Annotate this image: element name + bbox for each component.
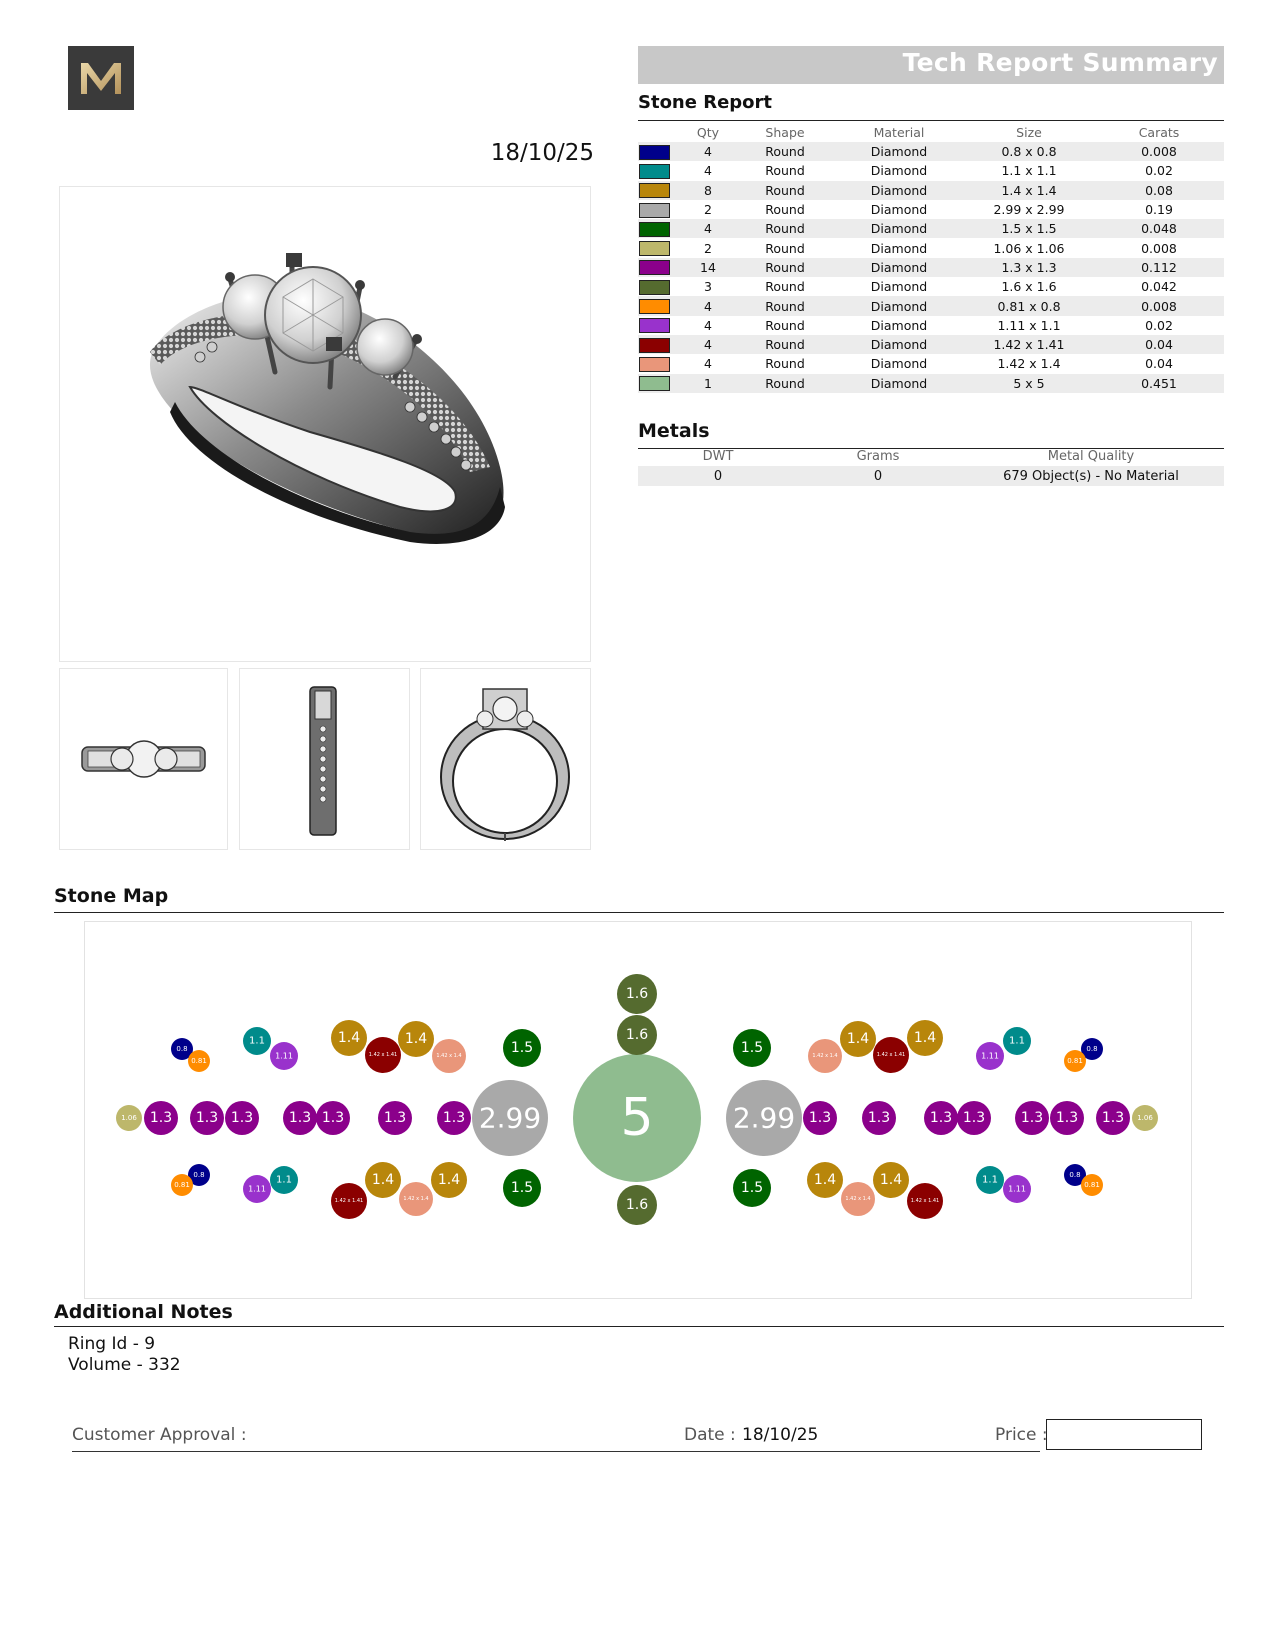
stone-row (638, 142, 1224, 161)
stone-map-label: 1.06 (121, 1114, 137, 1122)
stone-color-cell (638, 219, 680, 238)
stone-material: Diamond (834, 296, 964, 315)
stone-size: 1.3 x 1.3 (964, 258, 1094, 277)
stone-size: 1.42 x 1.41 (964, 335, 1094, 354)
stone-row (638, 181, 1224, 200)
report-title: Tech Report Summary (902, 48, 1218, 77)
stone-map-stone (976, 1042, 1004, 1070)
stone-row (638, 374, 1224, 393)
stone-map-label: 1.11 (275, 1051, 293, 1061)
column-header-material: Material (873, 125, 925, 140)
stone-map-stone (283, 1101, 317, 1135)
stone-map-stone (1050, 1101, 1084, 1135)
stone-map-stone (617, 1015, 657, 1055)
approval-date-label: Date : (684, 1425, 736, 1445)
stone-map-label: 1.3 (1020, 1110, 1044, 1126)
stone-shape: Round (765, 163, 805, 179)
stone-carats: 0.04 (1094, 335, 1224, 354)
stone-map-label: 1.5 (510, 1180, 534, 1196)
stone-map-stone (1064, 1050, 1086, 1072)
stone-color-swatch (639, 299, 670, 314)
stone-map-stone (378, 1101, 412, 1135)
stone-color-cell (638, 258, 680, 277)
stone-material: Diamond (870, 356, 928, 372)
stone-map-label: 1.6 (625, 986, 649, 1002)
stone-color-cell (638, 374, 680, 393)
stone-map-stone (316, 1101, 350, 1135)
stone-map-rule (54, 912, 1224, 913)
stone-row (638, 296, 1224, 315)
stone-qty: 14 (680, 258, 736, 277)
column-header-size: Size (1016, 125, 1042, 140)
stone-qty: 4 (680, 142, 736, 161)
stone-map-stone (873, 1162, 909, 1198)
stone-map-stone (907, 1183, 943, 1219)
stone-map-label: 5 (620, 1088, 654, 1148)
stone-map-label: 0.8 (193, 1171, 205, 1179)
stone-map-stone (841, 1182, 875, 1216)
stone-map-label: 1.11 (1008, 1184, 1026, 1194)
stone-map-label: 1.11 (981, 1051, 999, 1061)
stone-qty: 4 (680, 219, 736, 238)
stone-map-label: 1.3 (195, 1110, 219, 1126)
stone-map-stone (171, 1174, 193, 1196)
stone-map-label: 1.42 x 1.41 (876, 1052, 906, 1058)
stone-map-label: 1.4 (913, 1030, 937, 1046)
stone-shape: Round (765, 202, 805, 218)
stone-map-label: 1.3 (288, 1110, 312, 1126)
column-header-carats: Carats (1138, 125, 1180, 140)
stone-size: 2.99 x 2.99 (993, 202, 1065, 218)
stone-map-stone (1015, 1101, 1049, 1135)
stone-size: 1.6 x 1.6 (1001, 279, 1057, 295)
stone-qty: 2 (704, 240, 712, 256)
stone-size: 5 x 5 (964, 374, 1094, 393)
stone-color-swatch (639, 280, 670, 295)
stone-map-label: 1.3 (321, 1110, 345, 1126)
stone-color-swatch (639, 241, 670, 256)
stone-carats: 0.112 (1094, 258, 1224, 277)
stone-map-stone (733, 1029, 771, 1067)
stone-map-label: 1.42 x 1.4 (845, 1196, 871, 1202)
stone-map-label: 1.3 (929, 1110, 953, 1126)
stone-color-swatch (639, 164, 670, 179)
stone-color-cell (638, 316, 680, 335)
stone-map-label: 1.3 (442, 1110, 466, 1126)
stone-map-stone (873, 1037, 909, 1073)
stone-shape: Round (765, 317, 805, 333)
stone-map-stone (365, 1162, 401, 1198)
stone-carats: 0.451 (1094, 374, 1224, 393)
stone-map-title: Stone Map (54, 885, 169, 907)
stone-color-cell (638, 238, 680, 257)
stone-map-stone (617, 1185, 657, 1225)
stone-map-label: 0.81 (191, 1057, 207, 1065)
approval-signature-line[interactable] (72, 1451, 1040, 1452)
column-header-metal-quality: Metal Quality (1047, 449, 1135, 464)
stone-map-label: 1.6 (625, 1027, 649, 1043)
ring-top-view (59, 668, 228, 850)
stone-map-stone (144, 1101, 178, 1135)
stone-material: Diamond (870, 163, 928, 179)
stone-color-swatch (639, 145, 670, 160)
stone-row (638, 258, 1224, 277)
stone-map-label: 1.4 (404, 1031, 428, 1047)
stone-color-swatch (639, 357, 670, 372)
stone-map-label: 1.42 x 1.41 (368, 1052, 398, 1058)
stone-carats: 0.042 (1141, 279, 1177, 295)
stone-color-swatch (639, 318, 670, 333)
stone-map-label: 0.8 (1069, 1171, 1081, 1179)
stone-map-stone (437, 1101, 471, 1135)
stone-material: Diamond (870, 279, 928, 295)
stone-map-label: 1.4 (437, 1172, 461, 1188)
stone-material: Diamond (834, 219, 964, 238)
stone-size: 1.11 x 1.1 (997, 317, 1061, 333)
stone-report-rule (638, 120, 1224, 121)
stone-map-stone (808, 1039, 842, 1073)
stone-qty: 4 (704, 356, 712, 372)
stone-size: 1.4 x 1.4 (964, 181, 1094, 200)
metals-quality: 679 Object(s) - No Material (958, 466, 1224, 486)
stone-map-label: 1.1 (276, 1174, 292, 1186)
stone-map-stone (573, 1054, 701, 1182)
stone-map-stone (398, 1021, 434, 1057)
ring-front-view (420, 668, 591, 850)
stone-map-label: 1.5 (510, 1040, 534, 1056)
stone-map-label: 0.81 (174, 1181, 190, 1189)
stone-map-label: 1.11 (248, 1184, 266, 1194)
column-header-shape: Shape (765, 125, 805, 140)
stone-map-stone (365, 1037, 401, 1073)
stone-map-stone (270, 1042, 298, 1070)
metals-table-header (638, 447, 1224, 466)
stone-map-stone (243, 1175, 271, 1203)
stone-shape: Round (765, 279, 805, 295)
stone-map-label: 1.42 x 1.41 (334, 1198, 364, 1204)
stone-map-label: 1.1 (1009, 1035, 1025, 1047)
stone-map-label: 1.6 (625, 1197, 649, 1213)
stone-row (638, 335, 1224, 354)
stone-material: Diamond (834, 181, 964, 200)
stone-color-cell (638, 354, 680, 373)
stone-material: Diamond (870, 240, 928, 256)
stone-map-label: 1.4 (813, 1172, 837, 1188)
stone-color-cell (638, 181, 680, 200)
stone-color-cell (638, 142, 680, 161)
stone-map-label: 1.1 (249, 1035, 265, 1047)
stone-row (638, 200, 1224, 219)
stone-map-label: 1.3 (1101, 1110, 1125, 1126)
stone-carats: 0.008 (1141, 240, 1177, 256)
stone-color-cell (638, 296, 680, 315)
metals-grams: 0 (798, 466, 958, 486)
stone-map-stone (803, 1101, 837, 1135)
stone-map-label: 1.42 x 1.4 (436, 1053, 462, 1059)
stone-carats: 0.008 (1094, 142, 1224, 161)
metals-table (638, 447, 1224, 486)
column-header-grams: Grams (856, 449, 900, 464)
stone-map-label: 2.99 (732, 1101, 796, 1135)
stone-map-label: 1.3 (867, 1110, 891, 1126)
stone-carats: 0.08 (1094, 181, 1224, 200)
stone-map-label: 1.3 (230, 1110, 254, 1126)
stone-map-label: 1.42 x 1.4 (403, 1196, 429, 1202)
stone-row (638, 277, 1224, 296)
stone-map-label: 0.81 (1084, 1181, 1100, 1189)
stone-qty: 8 (680, 181, 736, 200)
stone-shape: Round (736, 258, 834, 277)
stone-map-stone (1003, 1027, 1031, 1055)
stone-map-stone (733, 1169, 771, 1207)
stone-map-stone (957, 1101, 991, 1135)
stone-report-table (638, 123, 1224, 393)
stone-map-label: 1.4 (371, 1172, 395, 1188)
stone-size: 1.06 x 1.06 (993, 240, 1065, 256)
stone-qty: 4 (704, 317, 712, 333)
stone-shape: Round (736, 219, 834, 238)
stone-material: Diamond (834, 335, 964, 354)
stone-map-stone (190, 1101, 224, 1135)
stone-map-stone (862, 1101, 896, 1135)
stone-map-stone (225, 1101, 259, 1135)
stone-map-stone (907, 1020, 943, 1056)
stone-map-stone (331, 1183, 367, 1219)
stone-shape: Round (736, 296, 834, 315)
stone-map-label: 1.3 (962, 1110, 986, 1126)
stone-map-stone (1081, 1174, 1103, 1196)
stone-carats: 0.02 (1145, 317, 1173, 333)
stone-map-label: 1.06 (1137, 1114, 1153, 1122)
stone-map-stone (399, 1182, 433, 1216)
stone-map-label: 1.4 (846, 1031, 870, 1047)
stone-table-header (638, 123, 1224, 142)
company-logo (68, 46, 134, 110)
stone-map-stone (472, 1080, 548, 1156)
stone-map-label: 1.3 (383, 1110, 407, 1126)
metals-dwt: 0 (638, 466, 798, 486)
metals-title: Metals (638, 420, 710, 442)
stone-color-swatch (639, 203, 670, 218)
ring-main-render (59, 186, 591, 662)
metals-row (638, 466, 1224, 486)
stone-map-label: 2.99 (478, 1101, 542, 1135)
stone-qty: 2 (704, 202, 712, 218)
stone-carats: 0.02 (1145, 163, 1173, 179)
stone-size: 0.8 x 0.8 (964, 142, 1094, 161)
stone-color-swatch (639, 222, 670, 237)
stone-map-stone (1096, 1101, 1130, 1135)
stone-map-label: 1.4 (879, 1172, 903, 1188)
stone-map-label: 1.3 (1055, 1110, 1079, 1126)
stone-map-stone (976, 1166, 1004, 1194)
stone-map-label: 1.3 (149, 1110, 173, 1126)
stone-row (638, 316, 1224, 335)
note-volume: Volume - 332 (68, 1355, 181, 1375)
price-label: Price : (995, 1425, 1048, 1445)
stone-color-swatch (639, 338, 670, 353)
additional-notes-title: Additional Notes (54, 1301, 233, 1323)
stone-carats: 0.048 (1094, 219, 1224, 238)
stone-map-stone (431, 1162, 467, 1198)
stone-shape: Round (736, 142, 834, 161)
stone-color-swatch (639, 376, 670, 391)
stone-shape: Round (765, 356, 805, 372)
stone-qty: 1 (680, 374, 736, 393)
stone-map-stone (243, 1027, 271, 1055)
stone-material: Diamond (870, 317, 928, 333)
stone-map-stone (432, 1039, 466, 1073)
stone-color-swatch (639, 260, 670, 275)
stone-row (638, 161, 1224, 180)
note-ring-id: Ring Id - 9 (68, 1334, 156, 1354)
stone-carats: 0.04 (1145, 356, 1173, 372)
stone-color-cell (638, 161, 680, 180)
stone-material: Diamond (870, 202, 928, 218)
stone-map-stone (807, 1162, 843, 1198)
stone-material: Diamond (834, 142, 964, 161)
stone-color-cell (638, 335, 680, 354)
report-date: 18/10/25 (490, 140, 594, 166)
stone-qty: 4 (680, 335, 736, 354)
stone-size: 1.42 x 1.4 (997, 356, 1061, 372)
stone-map-label: 1.3 (808, 1110, 832, 1126)
stone-map-stone (726, 1080, 802, 1156)
stone-row (638, 219, 1224, 238)
column-header-swatch (638, 123, 680, 142)
stone-report-title: Stone Report (638, 92, 773, 113)
header-bar (638, 46, 1224, 84)
stone-qty: 4 (680, 296, 736, 315)
stone-carats: 0.19 (1145, 202, 1173, 218)
stone-map-label: 1.5 (740, 1040, 764, 1056)
stone-color-swatch (639, 183, 670, 198)
customer-approval-label: Customer Approval : (72, 1425, 247, 1445)
column-header-qty: Qty (696, 125, 720, 140)
stone-map-diagram (84, 921, 1192, 1299)
stone-map-stone (924, 1101, 958, 1135)
stone-shape: Round (765, 240, 805, 256)
stone-shape: Round (736, 181, 834, 200)
stone-map-label: 0.8 (1086, 1045, 1098, 1053)
stone-map-stone (1132, 1105, 1158, 1131)
stone-row (638, 354, 1224, 373)
ring-side-view (239, 668, 410, 850)
stone-shape: Round (736, 374, 834, 393)
stone-map-label: 1.5 (740, 1180, 764, 1196)
stone-map-stone (617, 974, 657, 1014)
stone-material: Diamond (834, 374, 964, 393)
stone-color-cell (638, 277, 680, 296)
stone-map-label: 1.42 x 1.41 (910, 1198, 940, 1204)
column-header-dwt: DWT (702, 449, 734, 464)
stone-map-label: 0.81 (1067, 1057, 1083, 1065)
stone-map-label: 1.4 (337, 1030, 361, 1046)
stone-row (638, 238, 1224, 257)
stone-size: 1.1 x 1.1 (1001, 163, 1057, 179)
stone-size: 0.81 x 0.8 (964, 296, 1094, 315)
stone-map-stone (1003, 1175, 1031, 1203)
stone-shape: Round (736, 335, 834, 354)
stone-carats: 0.008 (1094, 296, 1224, 315)
price-input[interactable] (1046, 1419, 1202, 1450)
additional-notes-rule (54, 1326, 1224, 1327)
stone-qty: 4 (704, 163, 712, 179)
stone-map-label: 0.8 (176, 1045, 188, 1053)
stone-map-stone (188, 1050, 210, 1072)
stone-map-label: 1.42 x 1.4 (812, 1053, 838, 1059)
stone-color-cell (638, 200, 680, 219)
stone-map-stone (331, 1020, 367, 1056)
stone-map-label: 1.1 (982, 1174, 998, 1186)
approval-date-value: 18/10/25 (742, 1425, 819, 1445)
stone-map-stone (503, 1029, 541, 1067)
stone-map-stone (503, 1169, 541, 1207)
stone-size: 1.5 x 1.5 (964, 219, 1094, 238)
stone-map-stone (116, 1105, 142, 1131)
stone-qty: 3 (704, 279, 712, 295)
stone-material: Diamond (834, 258, 964, 277)
stone-map-stone (840, 1021, 876, 1057)
stone-map-stone (270, 1166, 298, 1194)
